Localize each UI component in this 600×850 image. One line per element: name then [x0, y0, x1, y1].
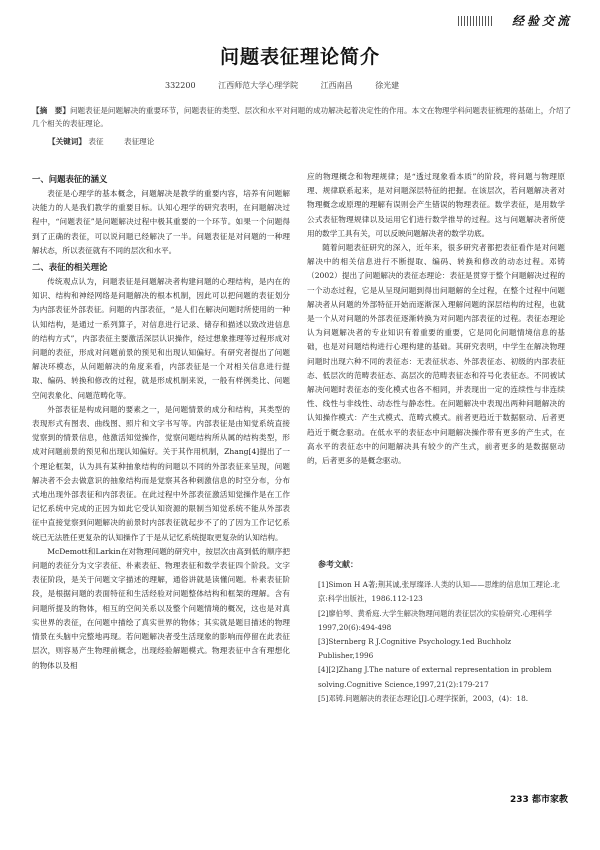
byline [165, 80, 419, 91]
keyword: 表征理论 [124, 137, 155, 146]
abstract [32, 104, 572, 130]
paragraph-continued: 应的物理概念和物理规律；是“透过现象看本质”的阶段，将问题与物理原理、规律联系起来，是对问题深层特征的把握。在该层次，若问题解决者对物理概念或原理的理解有误则会产生错误的物理表征。数学表征，是用数学公式表征物理规律以及运用它们进行数学推导的过程。这与问题解决者所使用的数学工具有关，可以反映问题解决者的数学功底。 [307, 172, 565, 238]
magazine-name: 都市家教 [531, 795, 568, 805]
byline-location: 江西南昌 [320, 81, 353, 90]
references [318, 558, 568, 706]
byline-author: 徐光建 [375, 81, 400, 90]
abstract-text: 问题表征是问题解决的重要环节，问题表征的类型、层次和水平对问题的成功解决起着决定性的作用。本文在物理学科问题表征梳理的基础上，介绍了几个相关的表征理论。 [32, 106, 572, 128]
section-heading: 二、表征的相关理论 [32, 262, 108, 273]
reference-item: [1]Simon H A著;荆其诚,张厚璨译.人类的认知——思维的信息加工理论.北京:科学出版社，1986.112-123 [318, 580, 560, 604]
keywords-label: 【关键词】 [48, 137, 86, 146]
paragraph: 随着问题表征研究的深入，近年来，很多研究者都把表征看作是对问题解决中的相关信息进行不断提取、编码、转换和修改的动态过程。邓铸（2002）提出了问题解决的表征态理论：表征是贯穿于整个问题解决过程的一个动态过程，它是从呈现问题到得出问题解的全过程，在整个过程中问题解决者从问题的外部特征开始而逐渐深入理解问题的深层结构的过程，也就是一个从对问题的外部表征逐渐转换为对问题内部表征的过程。表征态理论认为问题解决者的专业知识有着重要的重要，它是同化问题情境信息的基础，也是对问题结构进行心理构建的基础。其研究表明，中学生在解决物理问题时出现六种不同的表征态：无表征状态、外部表征态、初级的内部表征态、低层次的范畴表征态、高层次的范畴表征态和符号化表征态。不同被试解决问题时表征态的变化模式也各不相同，并表现出一定的连续性与非连续性、线性与非线性、动态性与静态性。在问题解决中表现出两种问题解决的认知操作模式：产生式模式、范畴式模式。前者更趋近于数据驱动、后者更趋近于概念驱动。在低水平的表征态中问题解决操作带有更多的产生式，在高水平的表征态中的问题解决具有较少的产生式，前者更多的是数据驱动的，后者更多的是概念驱动。 [307, 243, 565, 466]
reference-item: [2]廖伯琴、黄希庭.大学生解决物理问题的表征层次的实验研究.心理科学1997,20(6):494-498 [318, 608, 552, 632]
reference-item: [4][2]Zhang J.The nature of external representation in problem solving.Cognitive Science,1997,21(2):179-217 [318, 665, 552, 689]
paragraph: 外部表征是构成问题的要素之一，是问题情景的成分和结构，其类型的表现形式有图表、曲线图、照片和文字书写等。内部表征是由知觉系统直接觉察到的情景信息，他激活知觉操作，觉察问题结构所从属的结构类型，形成对问题前景的预见和出现认知偏好。关于其作用机制，Zhang[4]提出了一个理论框架，认为具有某种抽象结构的问题以不同的外部表征来呈现，问题解决者不会去做意识的抽象结构而是觉察其各种刺激信息的时空分布，分布式地出现外部表征和内部表征。在此过程中外部表征激活知觉操作是在工作记忆系统中完成的正因为如此它受认知资源的限制当知觉系统不能从外部表征中直接觉察到问题解决的前景时内部表征就起步不了的了因为工作记忆系统已无法胜任更复杂的认知操作了于是从记忆系统提取更复杂的认知结构。 [32, 404, 290, 542]
paragraph: McDemott和Larkin在对物理问题的研究中，按层次由高到低的顺序把问题的表征分为文字表征、朴素表征、物理表征和数学表征四个阶段。文字表征阶段，是关于问题文字描述的理解，通俗讲就是读懂问题。朴素表征阶段，是根据问题的表面特征和生活经验对问题整体结构和框架的理解。含有问题所提及的物体，相互的空间关系以及整个问题情境的概况，这也是对真实世界的表征，在问题中描绘了真实世界的物体；其实就是题目描述的物理情景在头脑中完整地再现。若问题解决者受生活现象的影响而停留在此表征层次，则容易产生物理前概念，出现经验解题模式。物理表征中含有理想化的物体以及相 [32, 546, 290, 670]
right-column [307, 170, 565, 468]
reference-item: [3]Sternberg R J.Cognitive Psychology.1ed Buchholz Publisher,1996 [318, 637, 512, 661]
abstract-label: 【摘 要】 [32, 106, 70, 115]
references-heading: 参考文献： [318, 560, 358, 569]
header-decoration [458, 16, 494, 26]
reference-item: [5]邓铸.问题解决的表征态理论[J].心理学探新，2003，(4)：18. [318, 693, 529, 703]
keywords [48, 136, 172, 147]
byline-postcode: 332200 [165, 81, 196, 90]
page-folio [510, 792, 568, 805]
byline-affiliation: 江西师范大学心理学院 [218, 81, 299, 90]
column-tag: 经验交流 [511, 14, 572, 28]
paragraph: 传统观点认为，问题表征是问题解决者构建问题的心理结构，是内在的知识、结构和神经网络是问题解决的根本机制，因此可以把问题的表征划分为内部表征外部表征。问题的内部表征，“是人们在解决问题时所使用的一种认知结构，是通过一系列算子，对信息进行记录、储存和描述以致改进信息的结构方式”，内部表征主要激活深层认识操作，经过想象推理等过程形成对问题的表征，形成对问题前景的预见和出现认知偏好。有研究者提出了问题解决环模态，从问题解决的角度来看，内部表征是一个对相关信息进行提取、编码、转换和修改的过程，就是形成机制来说，一般有样例类比、问题空间表象化、问题范畴化等。 [32, 277, 290, 400]
section-heading: 一、问题表征的涵义 [32, 174, 108, 184]
left-column [32, 170, 290, 673]
page-number: 233 [510, 795, 529, 805]
keyword: 表征 [88, 137, 104, 146]
paragraph: 表征是心理学的基本概念，问题解决是教学的重要内容，培养有问题解决能力的人是我们教学的重要目标。认知心理学的研究表明，在问题解决过程中，“问题表征”是问题解决过程中极其重要的一个环节。如果一个问题得到了正确的表征，可以说问题已经解决了一半。问题表征是对问题的一种理解状态，所以表征就有不同的层次和水平。 [32, 189, 290, 255]
article-title: 问题表征理论简介 [219, 46, 380, 68]
